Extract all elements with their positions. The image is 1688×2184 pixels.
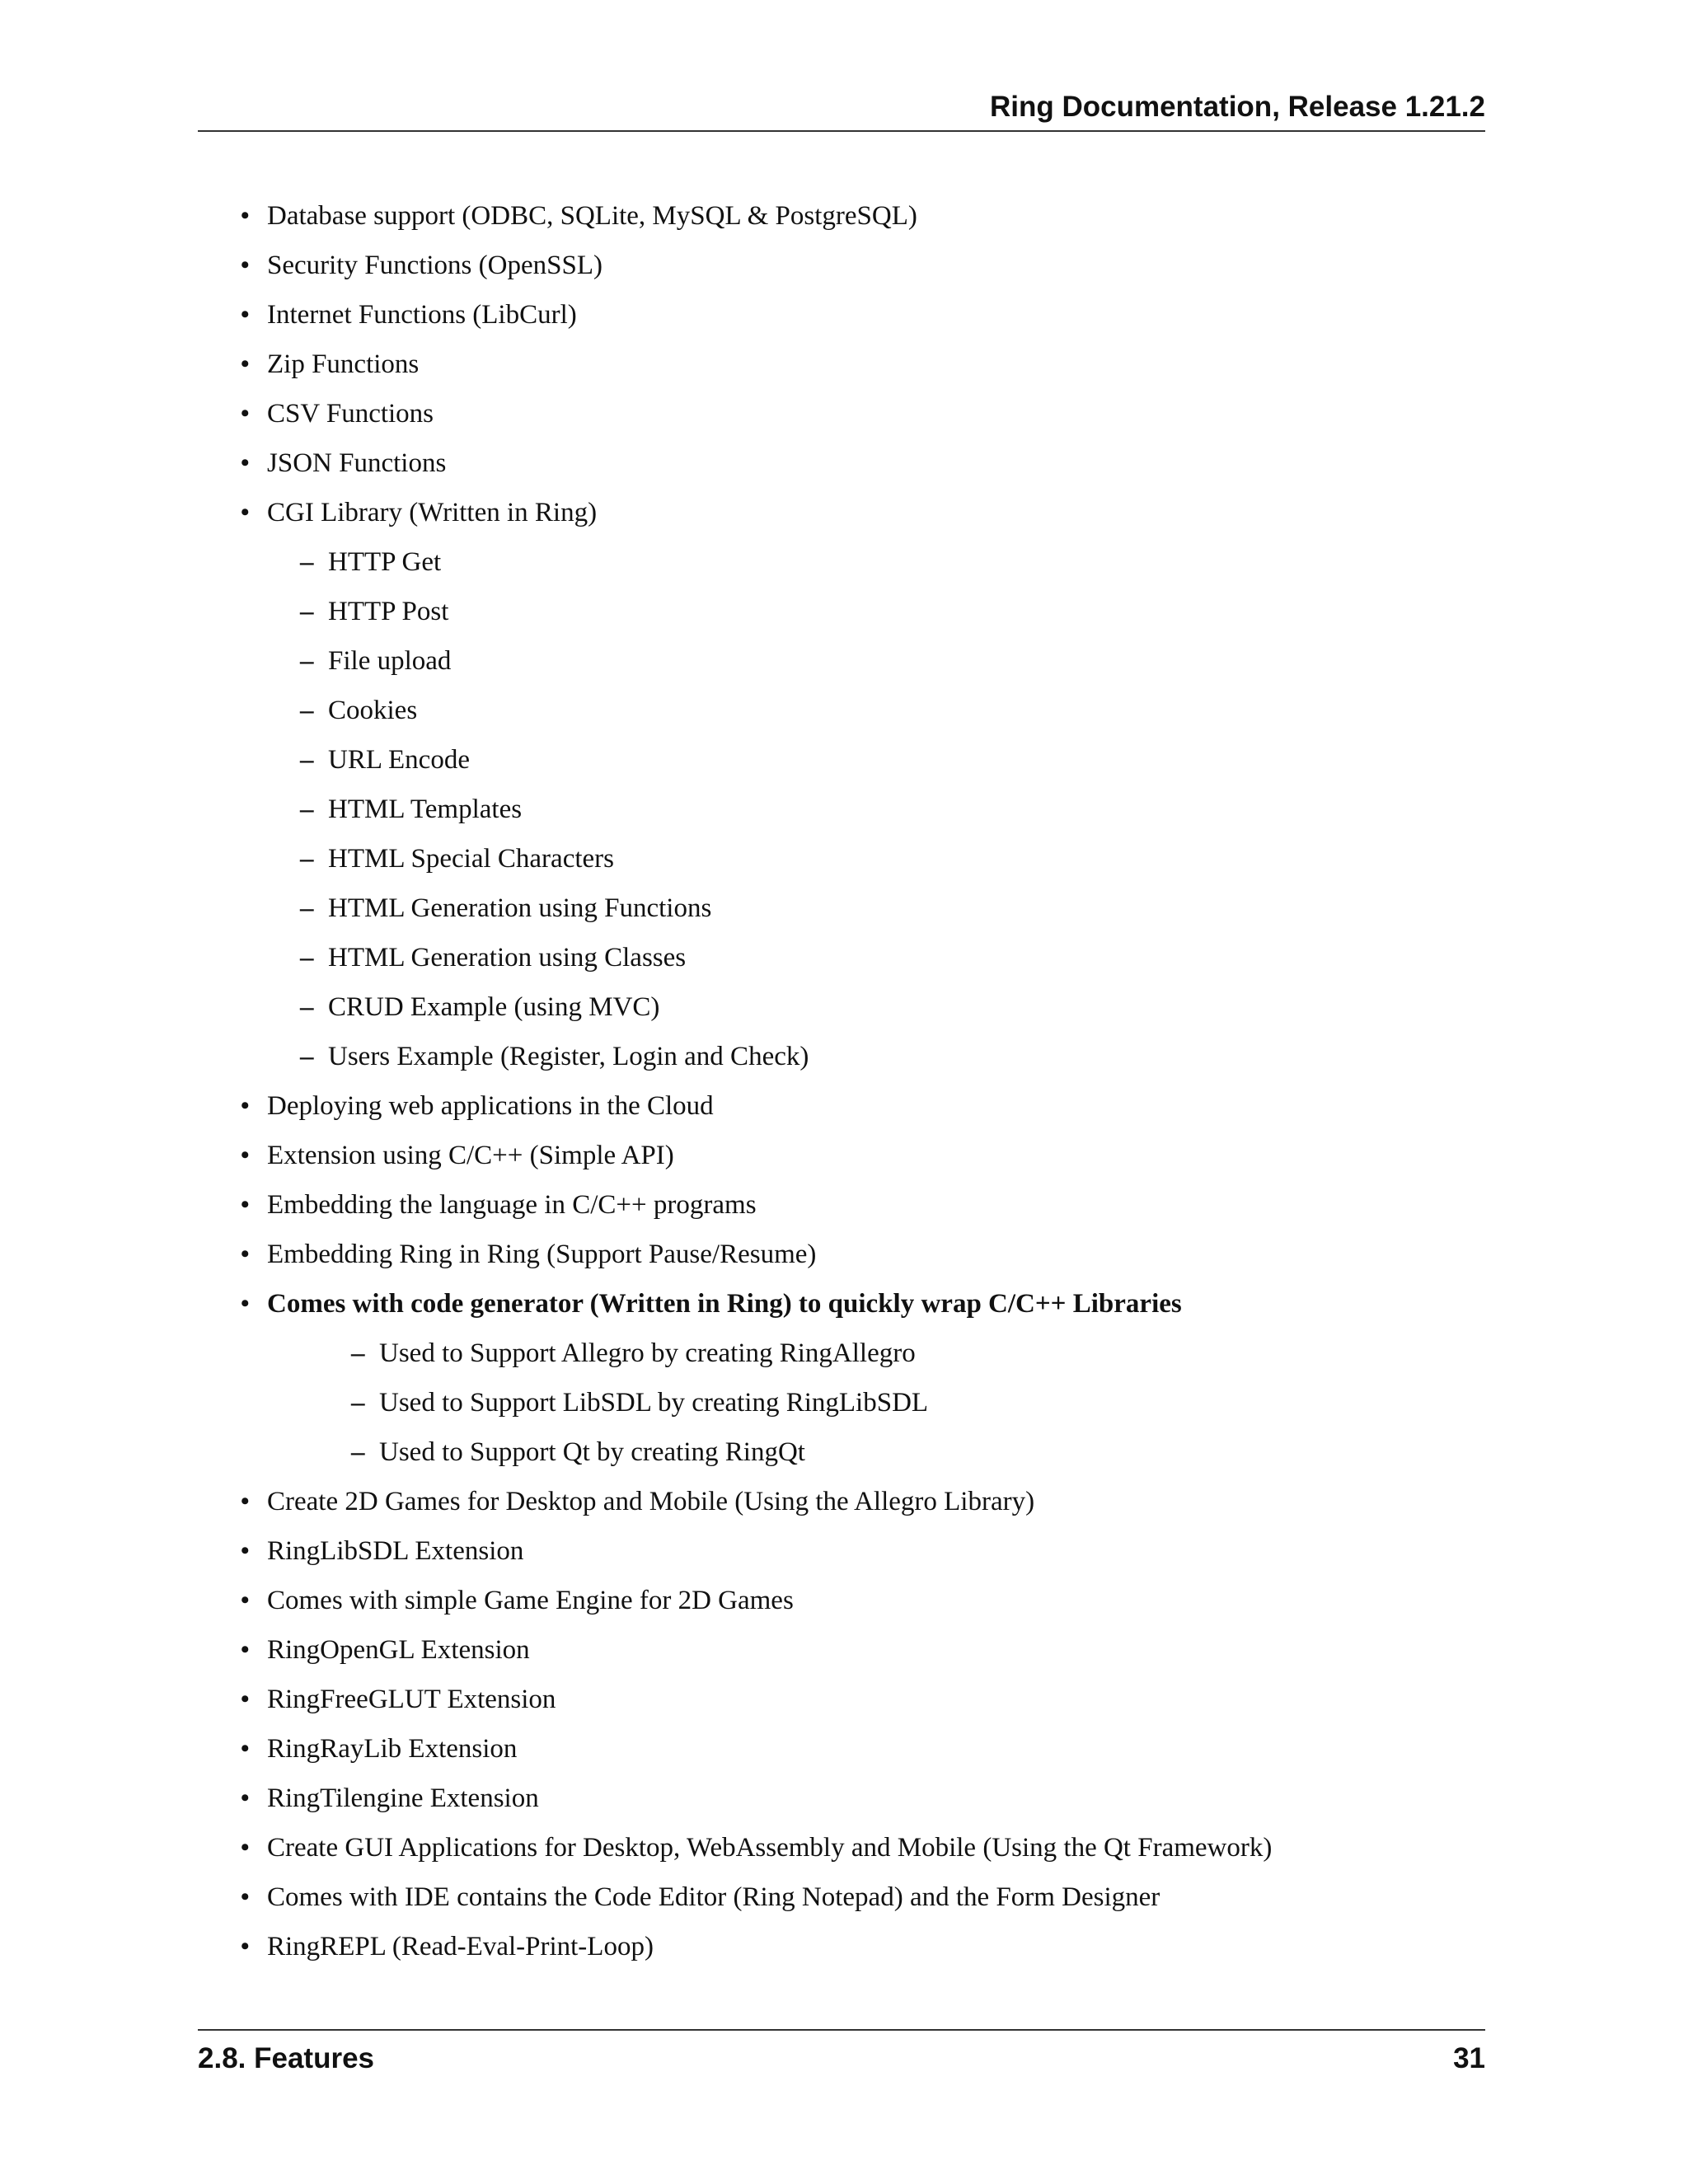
list-item bbox=[198, 1729, 1485, 1779]
list-item-text: Cookies bbox=[328, 696, 418, 725]
sub-list-item bbox=[198, 938, 1485, 987]
bullet-marker: • bbox=[241, 350, 250, 377]
list-item bbox=[198, 196, 1485, 246]
list-item-text: Security Functions (OpenSSL) bbox=[267, 251, 603, 280]
list-item-text: URL Encode bbox=[328, 745, 470, 775]
sub-list-item bbox=[198, 1383, 1485, 1432]
list-item-text: Comes with simple Game Engine for 2D Games bbox=[267, 1586, 794, 1615]
sub-list-item bbox=[198, 592, 1485, 641]
list-item-text: CGI Library (Written in Ring) bbox=[267, 498, 598, 527]
dash-marker: – bbox=[351, 1338, 365, 1368]
bullet-marker: • bbox=[241, 1933, 250, 1960]
bullet-marker: • bbox=[241, 1141, 250, 1169]
list-item-text: Embedding Ring in Ring (Support Pause/Resume) bbox=[267, 1240, 817, 1269]
list-item-text: Internet Functions (LibCurl) bbox=[267, 300, 577, 330]
sub-list-item bbox=[198, 641, 1485, 691]
document-title: Ring Documentation, Release 1.21.2 bbox=[989, 91, 1485, 123]
dash-marker: – bbox=[300, 943, 314, 972]
page-header bbox=[198, 87, 1485, 132]
list-item-text: Deploying web applications in the Cloud bbox=[267, 1091, 714, 1121]
dash-marker: – bbox=[300, 844, 314, 874]
bullet-marker: • bbox=[241, 1784, 250, 1811]
bullet-marker: • bbox=[241, 301, 250, 328]
bullet-marker: • bbox=[241, 202, 250, 229]
list-item bbox=[198, 1779, 1485, 1828]
bullet-marker: • bbox=[241, 400, 250, 427]
sub-list-item bbox=[198, 1333, 1485, 1383]
bullet-marker: • bbox=[241, 1636, 250, 1663]
bullet-marker: • bbox=[241, 251, 250, 279]
dash-marker: – bbox=[300, 597, 314, 626]
list-item-text: RingOpenGL Extension bbox=[267, 1635, 530, 1665]
dash-marker: – bbox=[351, 1437, 365, 1467]
list-item-text: Users Example (Register, Login and Check) bbox=[328, 1042, 809, 1071]
list-item bbox=[198, 1680, 1485, 1729]
list-item-text: HTTP Get bbox=[328, 547, 442, 577]
list-item-text: File upload bbox=[328, 646, 452, 676]
list-item bbox=[198, 443, 1485, 493]
list-item bbox=[198, 295, 1485, 344]
dash-marker: – bbox=[300, 794, 314, 824]
bullet-marker: • bbox=[241, 1586, 250, 1614]
list-item-text: Used to Support Allegro by creating RingAllegro bbox=[379, 1338, 916, 1368]
dash-marker: – bbox=[300, 893, 314, 923]
list-item-text: RingLibSDL Extension bbox=[267, 1536, 524, 1566]
bullet-marker: • bbox=[241, 1735, 250, 1762]
dash-marker: – bbox=[300, 745, 314, 775]
list-item-text: RingRayLib Extension bbox=[267, 1734, 518, 1764]
sub-list-item bbox=[198, 691, 1485, 740]
list-item-text: RingTilengine Extension bbox=[267, 1783, 539, 1813]
list-item-text: RingFreeGLUT Extension bbox=[267, 1685, 556, 1714]
list-item bbox=[198, 493, 1485, 542]
sub-list-item bbox=[198, 1432, 1485, 1482]
page-number: 31 bbox=[1453, 2042, 1485, 2074]
dash-marker: – bbox=[351, 1388, 365, 1418]
bullet-marker: • bbox=[241, 1883, 250, 1910]
list-item-text: Zip Functions bbox=[267, 349, 420, 379]
list-item bbox=[198, 1235, 1485, 1284]
bullet-marker: • bbox=[241, 1685, 250, 1713]
page-footer bbox=[198, 2029, 1485, 2080]
sub-list-item bbox=[198, 839, 1485, 888]
list-item-emphasized bbox=[198, 1284, 1485, 1333]
sub-list-item bbox=[198, 987, 1485, 1037]
list-item-text: Create GUI Applications for Desktop, WebAssembly and Mobile (Using the Qt Framework) bbox=[267, 1833, 1273, 1863]
sub-list-item bbox=[198, 740, 1485, 790]
list-item-text: HTML Generation using Functions bbox=[328, 893, 712, 923]
bullet-marker: • bbox=[241, 1240, 250, 1268]
list-item bbox=[198, 246, 1485, 295]
dash-marker: – bbox=[300, 696, 314, 725]
list-item-text: Used to Support Qt by creating RingQt bbox=[379, 1437, 805, 1467]
bullet-marker: • bbox=[241, 1191, 250, 1218]
sub-list-item bbox=[198, 790, 1485, 839]
list-item-text: Comes with code generator (Written in Ring) to quickly wrap C/C++ Libraries bbox=[267, 1289, 1182, 1319]
list-item bbox=[198, 1531, 1485, 1581]
dash-marker: – bbox=[300, 646, 314, 676]
bullet-marker: • bbox=[241, 1290, 250, 1317]
list-item bbox=[198, 394, 1485, 443]
dash-marker: – bbox=[300, 992, 314, 1022]
list-item-text: Used to Support LibSDL by creating RingLibSDL bbox=[379, 1388, 929, 1418]
features-list bbox=[198, 196, 1485, 1976]
sub-list-item bbox=[198, 542, 1485, 592]
list-item-text: CSV Functions bbox=[267, 399, 434, 429]
list-item bbox=[198, 1828, 1485, 1877]
list-item-text: Create 2D Games for Desktop and Mobile (Using the Allegro Library) bbox=[267, 1487, 1035, 1516]
list-item bbox=[198, 1136, 1485, 1185]
list-item-text: HTML Generation using Classes bbox=[328, 943, 687, 972]
list-item bbox=[198, 1086, 1485, 1136]
section-title: 2.8. Features bbox=[198, 2042, 374, 2074]
list-item-text: Embedding the language in C/C++ programs bbox=[267, 1190, 757, 1220]
list-item bbox=[198, 1185, 1485, 1235]
list-item bbox=[198, 1482, 1485, 1531]
list-item-text: JSON Functions bbox=[267, 448, 447, 478]
list-item bbox=[198, 344, 1485, 394]
bullet-marker: • bbox=[241, 499, 250, 526]
list-item-text: RingREPL (Read-Eval-Print-Loop) bbox=[267, 1932, 654, 1961]
list-item-text: HTML Special Characters bbox=[328, 844, 614, 874]
list-item-text: Comes with IDE contains the Code Editor (Ring Notepad) and the Form Designer bbox=[267, 1882, 1160, 1912]
list-item-text: CRUD Example (using MVC) bbox=[328, 992, 660, 1022]
list-item-text: Database support (ODBC, SQLite, MySQL & PostgreSQL) bbox=[267, 201, 917, 231]
dash-marker: – bbox=[300, 547, 314, 577]
sub-list-item bbox=[198, 888, 1485, 938]
list-item bbox=[198, 1581, 1485, 1630]
list-item bbox=[198, 1927, 1485, 1976]
bullet-marker: • bbox=[241, 1092, 250, 1119]
bullet-marker: • bbox=[241, 449, 250, 476]
list-item-text: HTML Templates bbox=[328, 794, 523, 824]
list-item-text: Extension using C/C++ (Simple API) bbox=[267, 1141, 674, 1170]
bullet-marker: • bbox=[241, 1537, 250, 1564]
bullet-marker: • bbox=[241, 1834, 250, 1861]
dash-marker: – bbox=[300, 1042, 314, 1071]
list-item bbox=[198, 1877, 1485, 1927]
sub-list-item bbox=[198, 1037, 1485, 1086]
list-item bbox=[198, 1630, 1485, 1680]
list-item-text: HTTP Post bbox=[328, 597, 449, 626]
bullet-marker: • bbox=[241, 1488, 250, 1515]
